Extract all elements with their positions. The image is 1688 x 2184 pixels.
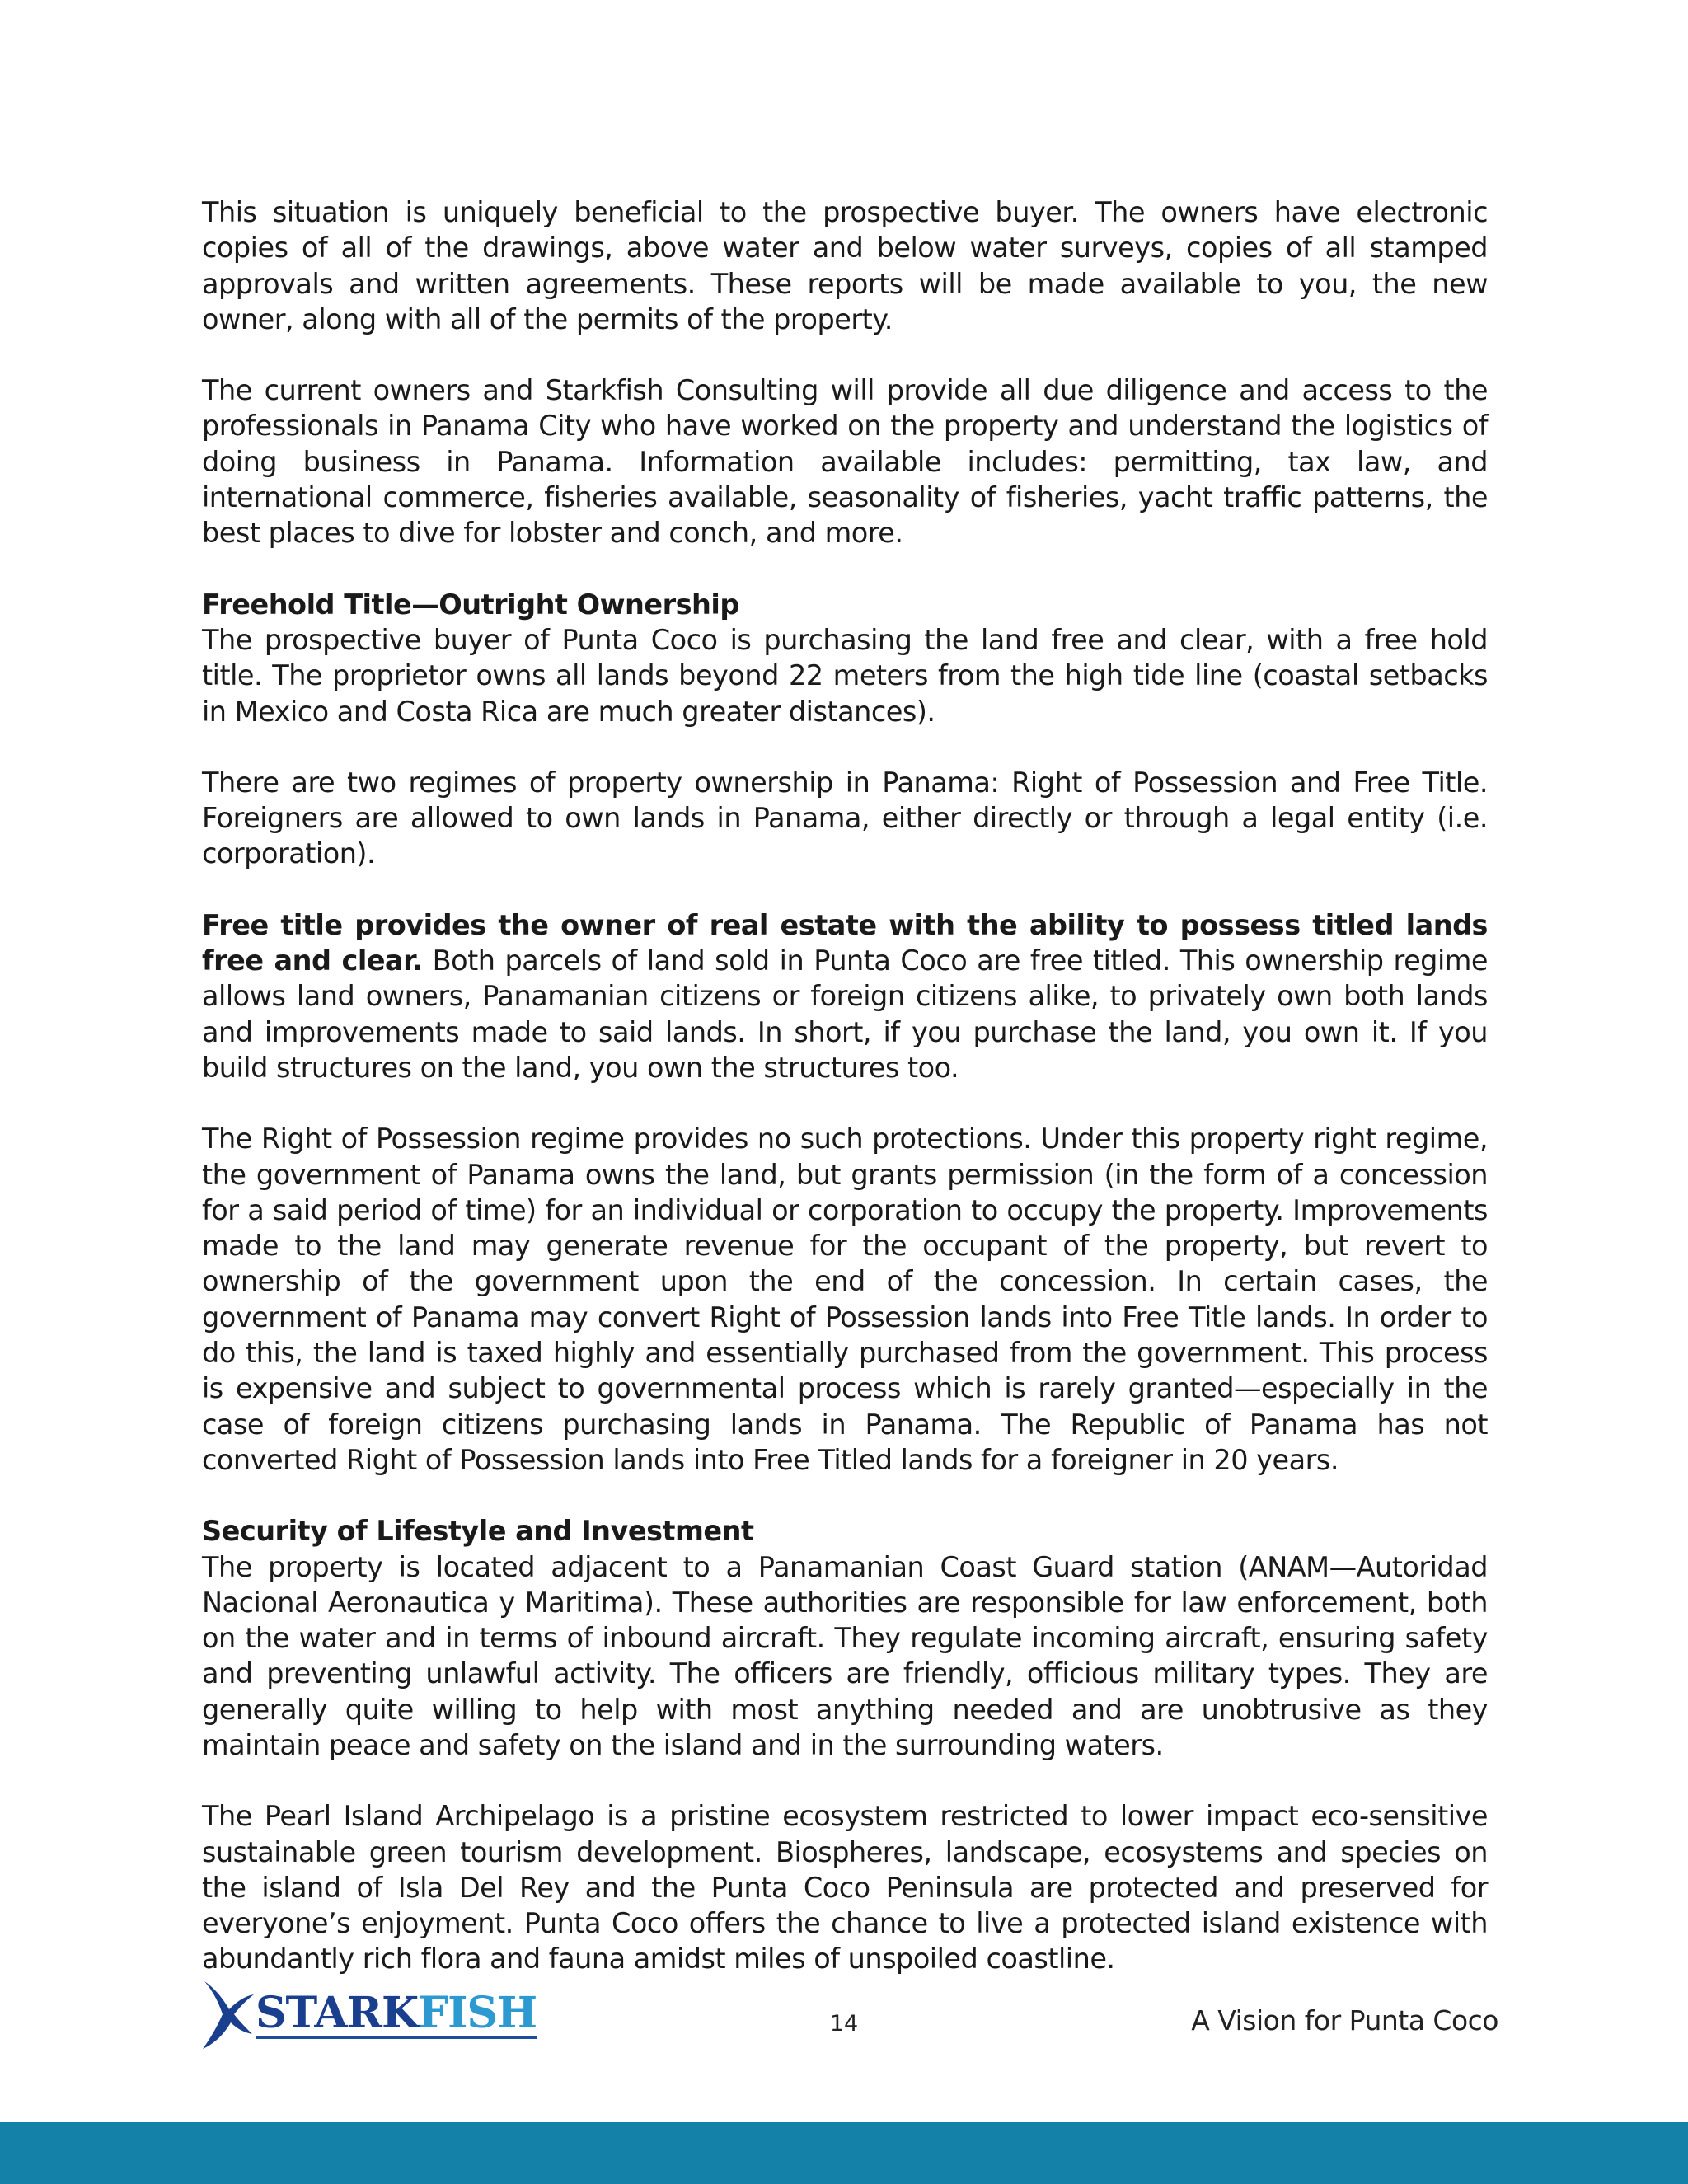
starkfish-logo bbox=[198, 1978, 537, 2052]
page-number: 14 bbox=[829, 2011, 859, 2036]
paragraph-text: The current owners and Starkfish Consulting will provide all due diligence and access to the professionals in Panama City who have worked on the property and understand the logistics of doing business in Panama. Information available includes: permitting, tax law, and international commerce, fisheries available, seasonality of fisheries, yacht traffic patterns, the best places to dive for lobster and conch, and more. bbox=[202, 374, 1488, 550]
logo-stark-text: STARK bbox=[256, 1987, 419, 2038]
paragraph-pearl-island bbox=[202, 1798, 1488, 1976]
footer-color-band bbox=[0, 2122, 1688, 2184]
paragraph-text: There are two regimes of property ownership in Panama: Right of Possession and Free Title. Foreigners are allowed to own lands in Panama, either directly or through a legal entity (i.e. corporation). bbox=[202, 766, 1488, 870]
section-freehold-title bbox=[202, 587, 1488, 729]
document-body bbox=[202, 194, 1488, 2013]
paragraph-text: The prospective buyer of Punta Coco is purchasing the land free and clear, with a free hold title. The proprietor owns all lands beyond 22 meters from the high tide line (coastal setbacks in Mexico and Costa Rica are much greater distances). bbox=[202, 623, 1488, 728]
document-title: A Vision for Punta Coco bbox=[1191, 2004, 1498, 2036]
paragraph-text: Both parcels of land sold in Punta Coco are free titled. This ownership regime allows land owners, Panamanian citizens or foreign citizens alike, to privately own both lands and improvements made to said lands. In short, if you purchase the land, you own it. If you build structures on the land, you own the structures too. bbox=[202, 944, 1489, 1084]
starkfish-fish-icon bbox=[198, 1978, 256, 2052]
paragraph-free-title bbox=[202, 907, 1488, 1085]
section-heading: Security of Lifestyle and Investment bbox=[202, 1515, 754, 1548]
section-security bbox=[202, 1513, 1488, 1763]
paragraph-ownership-regimes bbox=[202, 765, 1488, 872]
paragraph-buyer-benefit bbox=[202, 194, 1488, 337]
paragraph-right-of-possession bbox=[202, 1121, 1488, 1478]
paragraph-text: The Pearl Island Archipelago is a pristine ecosystem restricted to lower impact eco-sensitive sustainable green tourism development. Biospheres, landscape, ecosystems and species on the island of Isla Del Rey and the Punta Coco Peninsula are protected and preserved for everyone’s enjoyment. Punta Coco offers the chance to live a protected island existence with abundantly rich flora and fauna amidst miles of unspoiled coastline. bbox=[202, 1800, 1488, 1975]
starkfish-wordmark bbox=[256, 1987, 537, 2039]
paragraph-text: The property is located adjacent to a Panamanian Coast Guard station (ANAM—Autoridad Nacional Aeronautica y Maritima). These authorities are responsible for law enforcement, both on the water and in terms of inbound aircraft. They regulate incoming aircraft, ensuring safety and preventing unlawful activity. The officers are friendly, officious military types. They are generally quite willing to help with most anything needed and are unobtrusive as they maintain peace and safety on the island and in the surrounding waters. bbox=[202, 1550, 1488, 1761]
paragraph-text: This situation is uniquely beneficial to the prospective buyer. The owners have electronic copies of all of the drawings, above water and below water surveys, copies of all stamped approvals and written agreements. These reports will be made available to you, the new owner, along with all of the permits of the property. bbox=[202, 196, 1488, 335]
paragraph-due-diligence bbox=[202, 373, 1488, 551]
section-heading: Freehold Title—Outright Ownership bbox=[202, 588, 739, 621]
paragraph-text: The Right of Possession regime provides no such protections. Under this property right regime, the government of Panama owns the land, but grants permission (in the form of a concession for a said period of time) for an individual or corporation to occupy the property. Improvements made to the land may generate revenue for the occupant of the property, but revert to ownership of the government upon the end of the concession. In certain cases, the government of Panama may convert Right of Possession lands into Free Title lands. In order to do this, the land is taxed highly and essentially purchased from the government. This process is expensive and subject to governmental process which is rarely granted—especially in the case of foreign citizens purchasing lands in Panama. The Republic of Panama has not converted Right of Possession lands into Free Titled lands for a foreigner in 20 years. bbox=[202, 1122, 1488, 1476]
logo-fish-text: FISH bbox=[418, 1987, 537, 2038]
bold-lead-sentence: Free title provides the owner of real estate with the ability to possess titled lands free and clear. bbox=[202, 908, 1488, 977]
page-footer bbox=[0, 1978, 1688, 2060]
